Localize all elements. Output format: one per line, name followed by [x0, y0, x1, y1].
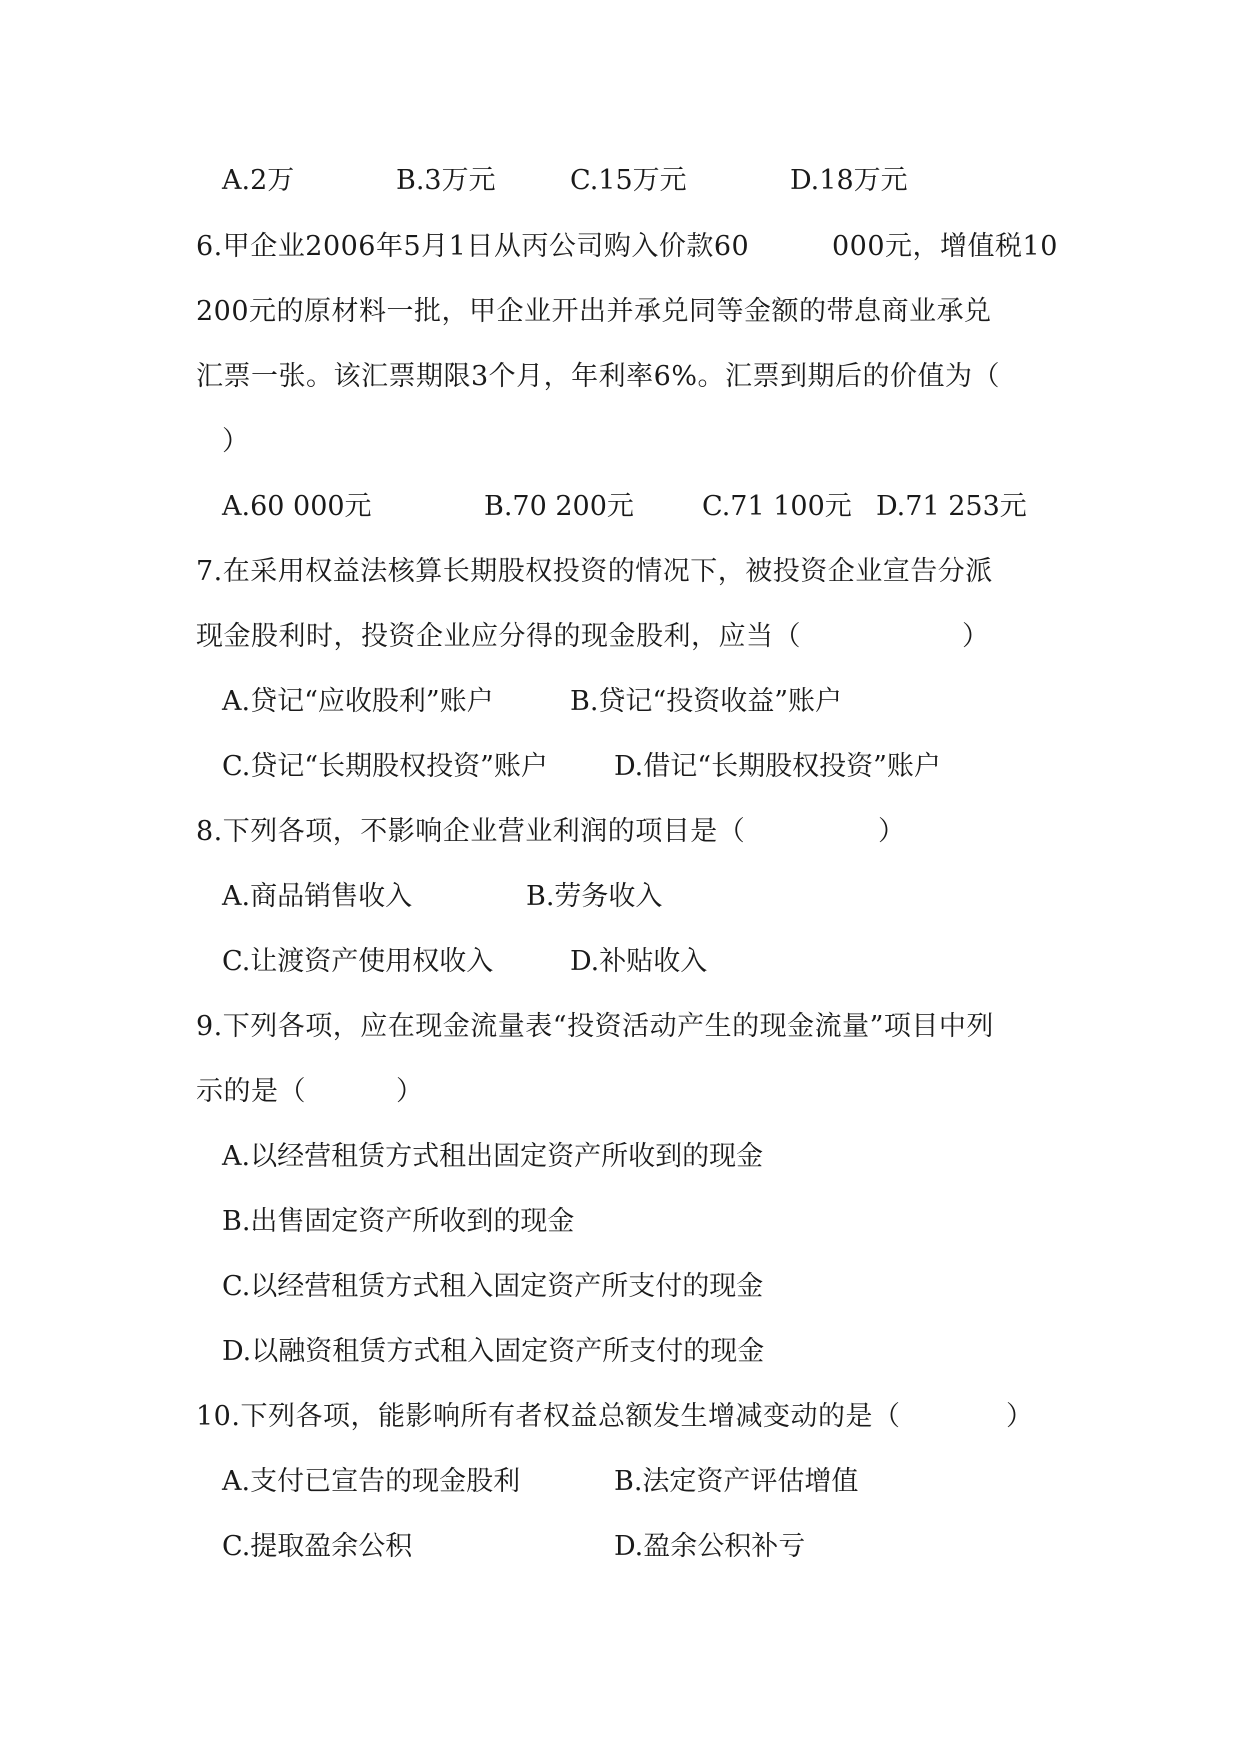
q6-option-c: C.71 100元: [702, 491, 852, 522]
q6-line-1: 6.甲企业2006年5月1日从丙公司购入价款60: [196, 231, 750, 262]
q7-line-2: 现金股利时，投资企业应分得的现金股利，应当（: [196, 621, 801, 652]
q7-line-1: 7.在采用权益法核算长期股权投资的情况下，被投资企业宣告分派: [196, 556, 993, 587]
q8-option-a: A.商品销售收入: [222, 881, 413, 912]
q9-option-c: C.以经营租赁方式租入固定资产所支付的现金: [222, 1271, 764, 1302]
q6-paren-close: ）: [222, 426, 250, 457]
q8-option-b: B.劳务收入: [526, 881, 663, 912]
q10-option-a: A.支付已宣告的现金股利: [222, 1466, 521, 1497]
q7-option-a: A.贷记“应收股利”账户: [222, 686, 494, 717]
q6-line-2: 200元的原材料一批，甲企业开出并承兑同等金额的带息商业承兑: [196, 296, 992, 327]
q9-line-2: 示的是（: [196, 1076, 306, 1107]
q9-option-a: A.以经营租赁方式租出固定资产所收到的现金: [222, 1141, 764, 1172]
q6-option-a: A.60 000元: [222, 491, 372, 522]
q6-option-b: B.70 200元: [484, 491, 634, 522]
q6-line-3: 汇票一张。该汇票期限3个月，年利率6%。汇票到期后的价值为（: [196, 361, 1001, 392]
q10-option-d: D.盈余公积补亏: [614, 1531, 806, 1562]
q9-line-1: 9.下列各项，应在现金流量表“投资活动产生的现金流量”项目中列: [196, 1011, 994, 1042]
q5-option-b: B.3万元: [396, 165, 496, 196]
q9-option-d: D.以融资租赁方式租入固定资产所支付的现金: [222, 1336, 765, 1367]
q8-option-c: C.让渡资产使用权收入: [222, 946, 494, 977]
q10-line-1: 10.下列各项，能影响所有者权益总额发生增减变动的是（: [196, 1401, 901, 1432]
q8-paren-close: ）: [878, 816, 906, 847]
q5-option-a: A.2万: [222, 165, 295, 196]
q9-option-b: B.出售固定资产所收到的现金: [222, 1206, 575, 1237]
q8-option-d: D.补贴收入: [570, 946, 708, 977]
q7-option-b: B.贷记“投资收益”账户: [570, 686, 843, 717]
q7-paren-close: ）: [962, 621, 990, 652]
q8-line-1: 8.下列各项，不影响企业营业利润的项目是（: [196, 816, 746, 847]
q9-paren-close: ）: [396, 1076, 424, 1107]
q6-line-1b: 000元，增值税10: [832, 231, 1058, 262]
q5-option-d: D.18万元: [790, 165, 908, 196]
q7-option-c: C.贷记“长期股权投资”账户: [222, 751, 548, 782]
q6-option-d: D.71 253元: [876, 491, 1027, 522]
q7-option-d: D.借记“长期股权投资”账户: [614, 751, 941, 782]
q10-option-c: C.提取盈余公积: [222, 1531, 413, 1562]
q10-option-b: B.法定资产评估增值: [614, 1466, 859, 1497]
q10-paren-close: ）: [1006, 1401, 1034, 1432]
q5-option-c: C.15万元: [570, 165, 687, 196]
